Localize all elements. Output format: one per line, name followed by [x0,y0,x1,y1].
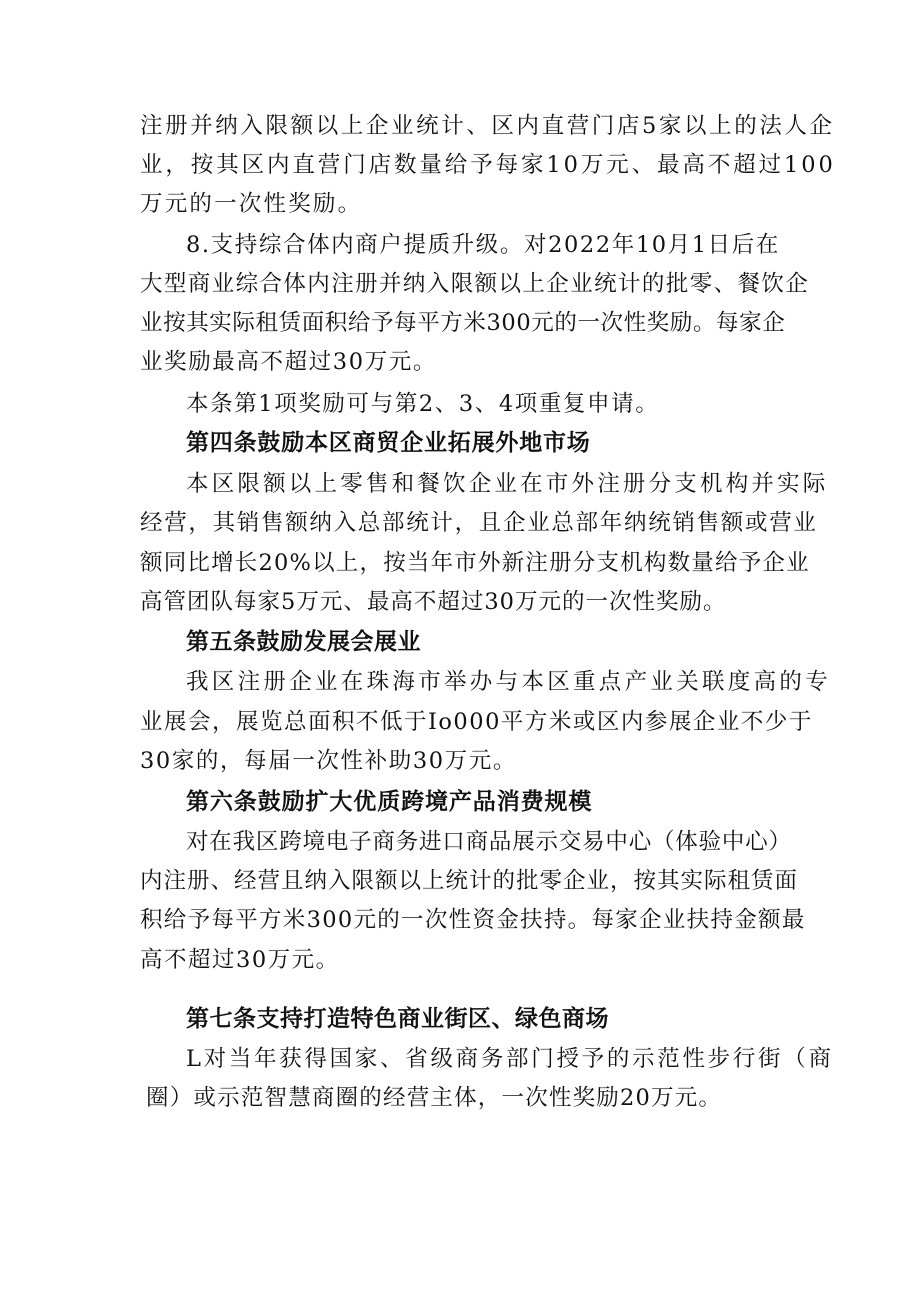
body-line: 大型商业综合体内注册并纳入限额以上企业统计的批零、餐饮企 [140,271,810,297]
body-line: 业展会，展览总面积不低于Io000平方米或区内参展企业不少于 [140,709,813,735]
body-line: 经营，其销售额纳入总部统计，且企业总部年纳统销售额或营业 [140,510,818,536]
body-line: 我区注册企业在珠海市举办与本区重点产业关联度高的专 [186,669,832,695]
body-line: 注册并纳入限额以上企业统计、区内直营门店5家以上的法人企 [140,113,835,139]
body-line: 30家的，每届一次性补助30万元。 [140,748,517,774]
body-line: 圈）或示范智慧商圈的经营主体，一次性奖励20万元。 [146,1085,723,1111]
body-line: 额同比增长20%以上，按当年市外新注册分支机构数量给予企业 [140,550,810,576]
body-line: 万元的一次性奖励。 [140,191,363,217]
body-line: L对当年获得国家、省级商务部门授予的示范性步行街（商 [186,1046,834,1072]
section-heading-article-7: 第七条支持打造特色商业街区、绿色商场 [186,1006,609,1032]
section-heading-article-5: 第五条鼓励发展会展业 [186,629,421,655]
body-line: 对在我区跨境电子商务进口商品展示交易中心（体验中心） [186,829,792,855]
section-heading-article-6: 第六条鼓励扩大优质跨境产品消费规模 [186,789,593,815]
body-line: 8.支持综合体内商户提质升级。对2022年10月1日后在 [186,232,780,258]
section-heading-article-4: 第四条鼓励本区商贸企业拓展外地市场 [186,430,591,456]
body-line: 内注册、经营且纳入限额以上统计的批零企业，按其实际租赁面 [140,868,799,894]
body-line: 业按其实际租赁面积给予每平方米300元的一次性奖励。每家企 [140,310,786,336]
body-line: 高管团队每家5万元、最高不超过30万元的一次性奖励。 [140,589,727,615]
body-line: 本条第1项奖励可与第2、3、4项重复申请。 [186,391,660,417]
body-line: 本区限额以上零售和餐饮企业在市外注册分支机构并实际 [186,471,829,497]
body-line: 积给予每平方米300元的一次性资金扶持。每家企业扶持金额最 [140,907,806,933]
body-line: 业，按其区内直营门店数量给予每家10万元、最高不超过100 [140,152,836,178]
body-line: 业奖励最高不超过30万元。 [140,349,437,375]
body-line: 高不超过30万元。 [140,947,340,973]
